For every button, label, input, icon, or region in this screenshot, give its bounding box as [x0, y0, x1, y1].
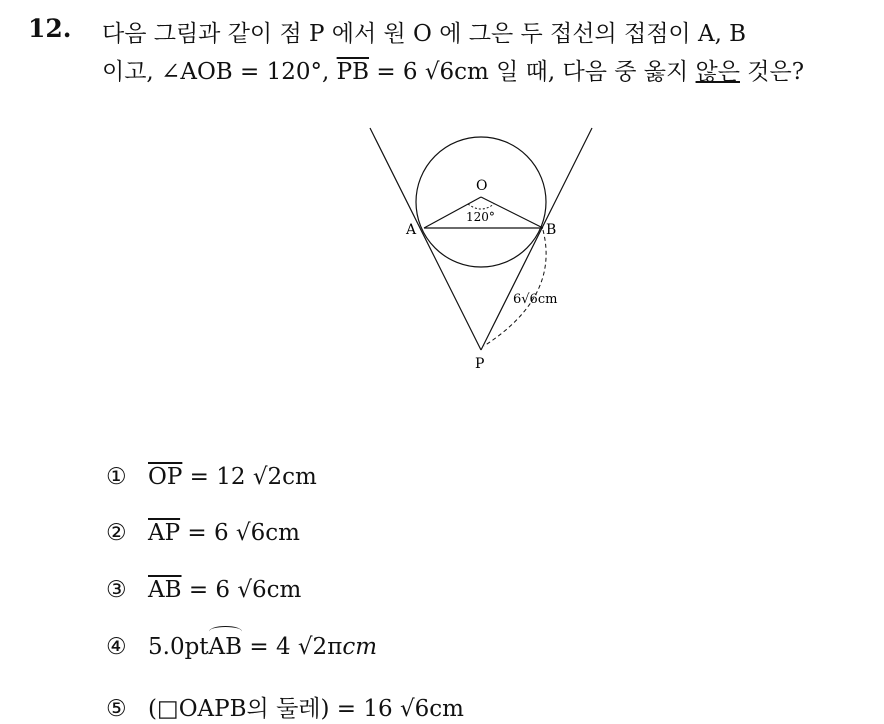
- question-text-line1: 다음 그림과 같이 점 P 에서 원 O 에 그은 두 접선의 접점이 A, B: [102, 21, 747, 47]
- underlined-word: 않은: [695, 59, 740, 85]
- segment-ab: $\overline{AB}$: [148, 577, 182, 603]
- label-o: O: [476, 178, 488, 194]
- question-line2-suffix: 것은?: [739, 59, 805, 85]
- question-number: 12.: [28, 14, 72, 43]
- geometry-figure: [360, 122, 610, 377]
- label-a: A: [406, 222, 417, 238]
- choice-number: ③: [106, 577, 127, 603]
- choice-number: ②: [106, 520, 127, 546]
- tangent-line-pb: [481, 128, 592, 350]
- arc-ab: [209, 634, 243, 660]
- angle-label: 120°: [466, 210, 495, 224]
- segment-pb: $\overline{PB}$: [336, 59, 370, 85]
- choice-text: = 12 √2cm: [182, 464, 317, 490]
- arc-ab-label: AB: [208, 634, 243, 660]
- choice-text: = 6 √6cm: [181, 577, 302, 603]
- segment-op: $\overline{OP}$: [148, 464, 183, 490]
- choice-text: (□OAPB의 둘레) = 16 √6cm: [148, 696, 464, 722]
- question-text-line2: [102, 53, 804, 86]
- choice-unit: cm: [342, 634, 378, 660]
- question-line2-mid: = 6 √6cm 일 때, 다음 중 옳지: [369, 59, 696, 85]
- choice-text: = 6 √6cm: [180, 520, 300, 546]
- choice-4[interactable]: [106, 634, 377, 660]
- choice-text: = 4 √2π: [242, 634, 343, 660]
- choice-1[interactable]: [106, 464, 317, 490]
- tangent-line-pa: [370, 128, 481, 350]
- segment-ap: $\overline{AP}$: [148, 520, 181, 546]
- choice-5[interactable]: [106, 690, 464, 723]
- choice-number: ④: [106, 634, 127, 660]
- pb-length-arc: [484, 230, 546, 346]
- length-label: 6√6cm: [513, 292, 558, 307]
- choice-3[interactable]: [106, 577, 301, 603]
- choice-number: ⑤: [106, 696, 127, 722]
- choice-prefix: 5.0pt: [148, 634, 209, 660]
- label-b: B: [546, 222, 557, 238]
- question-line2-prefix: 이고, ∠AOB = 120°,: [102, 59, 337, 85]
- label-p: P: [475, 356, 485, 372]
- angle-arc: [468, 204, 494, 209]
- choice-2[interactable]: [106, 520, 300, 546]
- choice-number: ①: [106, 464, 127, 490]
- circle-o: [416, 137, 546, 267]
- arc-mark: [209, 626, 243, 637]
